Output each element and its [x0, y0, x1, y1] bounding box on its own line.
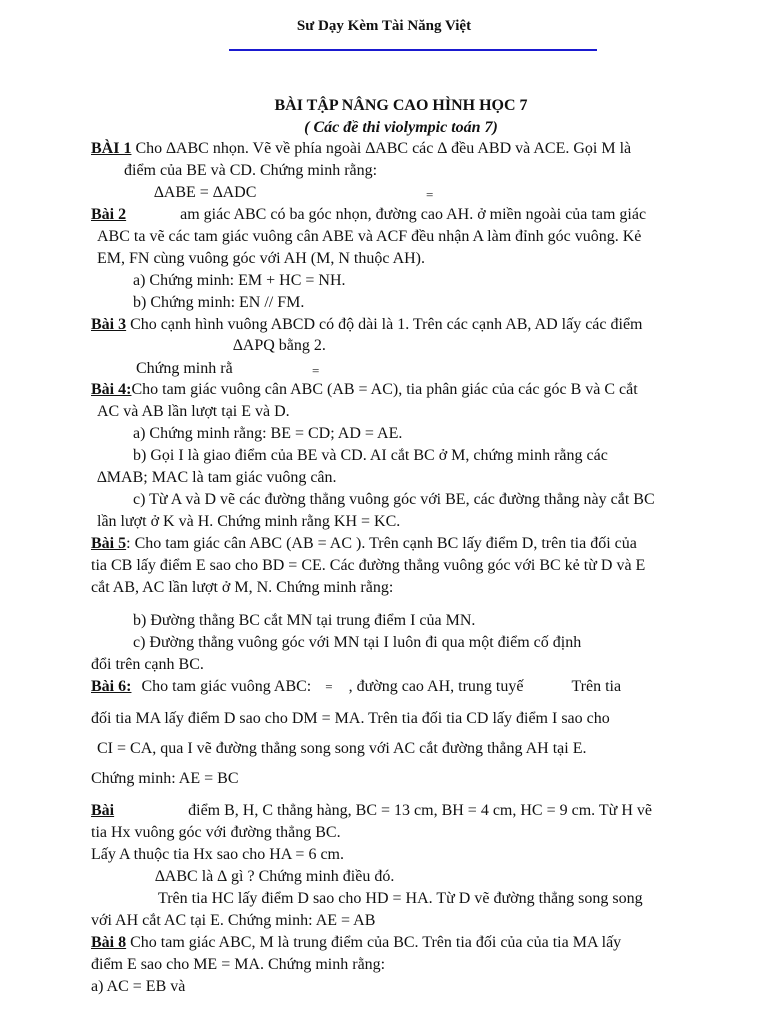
problem-4-part-b-2: ∆MAB; MAC là tam giác vuông cân. [97, 469, 337, 486]
problem-2-line-3: EM, FN cùng vuông góc với AH (M, N thuộc AH). [97, 250, 425, 267]
problem-5-part-c-1: c) Đường thẳng vuông góc với MN tại I luôn đi qua một điểm cố định [133, 634, 582, 651]
problem-2-part-b: b) Chứng minh: EN // FM. [133, 294, 305, 311]
problem-6-line-4: Chứng minh: AE = BC [91, 770, 239, 787]
problem-7-line-5: Trên tia HC lấy điểm D sao cho HD = HA. Từ D vẽ đường thẳng song song [158, 890, 643, 907]
problem-6-line-1 [91, 677, 621, 697]
problem-6-line-3: CI = CA, qua I vẽ đường thẳng song song với AC cắt đường thẳng AH tại E. [97, 740, 587, 757]
problem-2-part-a: a) Chứng minh: EM + HC = NH. [133, 272, 346, 289]
problem-8-text-1: Cho tam giác ABC, M là trung điểm của BC. Trên tia đối của của tia MA lấy [126, 934, 622, 951]
document-title: BÀI TẬP NÂNG CAO HÌNH HỌC 7 [274, 97, 528, 114]
problem-1-label: BÀI 1 [91, 140, 132, 157]
problem-4-label: Bài 4: [91, 381, 132, 398]
problem-8-line-3: a) AC = EB và [91, 978, 186, 995]
problem-2-label: Bài 2 [91, 206, 127, 223]
problem-2-line-2: ABC ta vẽ các tam giác vuông cân ABE và ACF đều nhận A làm đỉnh góc vuông. Kẻ [97, 228, 642, 245]
problem-7-line-4: ∆ABC là ∆ gì ? Chứng minh điều đó. [155, 868, 395, 885]
problem-3-line-1 [91, 315, 642, 335]
problem-6-text-1c: , đường cao AH, trung tuyế [348, 678, 524, 695]
problem-1-line-3: ∆ABE = ∆ADC [154, 184, 257, 201]
problem-7-line-2: tia Hx vuông góc với đường thẳng BC. [91, 824, 341, 841]
problem-6-equals: = [325, 679, 333, 694]
problem-6-text-1d: Trên tia [571, 678, 622, 695]
problem-3-equals: = [312, 363, 320, 378]
problem-5-part-c-2: đổi trên cạnh BC. [91, 656, 204, 673]
problem-3-line-2: ∆APQ bằng 2. [233, 337, 326, 354]
problem-7-label: Bài [91, 802, 115, 819]
problem-8-line-2: điểm E sao cho ME = MA. Chứng minh rằng: [91, 956, 386, 973]
problem-4-part-c-2: lần lượt ở K và H. Chứng minh rằng KH = KC. [97, 513, 401, 530]
problem-4-line-1 [91, 380, 638, 400]
problem-5-line-1 [91, 534, 637, 554]
problem-4-line-2: AC và AB lần lượt tại E và D. [97, 403, 290, 420]
problem-7-line-3: Lấy A thuộc tia Hx sao cho HA = 6 cm. [91, 846, 344, 863]
problem-1-equals: = [426, 187, 434, 202]
problem-2-text-1: am giác ABC có ba góc nhọn, đường cao AH. ở miền ngoài của tam giác [180, 206, 647, 223]
header-rule [229, 49, 597, 51]
problem-3-label: Bài 3 [91, 316, 127, 333]
problem-5-part-b: b) Đường thẳng BC cắt MN tại trung điểm I của MN. [133, 612, 476, 629]
problem-6-label: Bài 6: [91, 678, 132, 695]
problem-5-line-3: cắt AB, AC lần lượt ở M, N. Chứng minh rằng: [91, 579, 394, 596]
problem-4-part-a: a) Chứng minh rằng: BE = CD; AD = AE. [133, 425, 403, 442]
problem-4-text-1: Cho tam giác vuông cân ABC (AB = AC), tia phân giác của các góc B và C cắt [131, 381, 638, 398]
problem-7-line-1 [91, 801, 652, 821]
problem-4-part-c-1: c) Từ A và D vẽ các đường thẳng vuông góc với BE, các đường thẳng này cắt BC [133, 491, 655, 508]
problem-7-line-6: với AH cắt AC tại E. Chứng minh: AE = AB [91, 912, 376, 929]
document-subtitle: ( Các đề thi violympic toán 7) [304, 119, 498, 136]
problem-1-text-1: Cho ∆ABC nhọn. Vẽ về phía ngoài ∆ABC các ∆ đều ABD và ACE. Gọi M là [131, 140, 632, 157]
problem-5-line-2: tia CB lấy điểm E sao cho BD = CE. Các đường thẳng vuông góc với BC kẻ từ D và E [91, 557, 646, 574]
problem-2-line-1 [91, 205, 646, 225]
problem-8-line-1 [91, 933, 621, 953]
page-header: Sư Dạy Kèm Tài Năng Việt [296, 18, 472, 34]
problem-6-line-2: đối tia MA lấy điểm D sao cho DM = MA. Trên tia đối tia CD lấy điểm I sao cho [91, 710, 610, 727]
problem-1-line-1 [91, 139, 631, 159]
problem-1-line-2: điểm của BE và CD. Chứng minh rằng: [124, 162, 378, 179]
problem-7-text-1: điểm B, H, C thẳng hàng, BC = 13 cm, BH = 4 cm, HC = 9 cm. Từ H vẽ [188, 802, 652, 819]
problem-5-label: Bài 5 [91, 535, 127, 552]
problem-8-label: Bài 8 [91, 934, 127, 951]
problem-3-line-3: Chứng minh rằ [136, 360, 233, 377]
problem-6-text-1a: Cho tam giác vuông ABC: [141, 678, 312, 695]
problem-5-text-1: : Cho tam giác cân ABC (AB = AC ). Trên cạnh BC lấy điểm D, trên tia đối của [126, 535, 637, 552]
problem-3-text-1: Cho cạnh hình vuông ABCD có độ dài là 1. Trên các cạnh AB, AD lấy các điểm [126, 316, 643, 333]
problem-4-part-b-1: b) Gọi I là giao điểm của BE và CD. AI cắt BC ở M, chứng minh rằng các [133, 447, 608, 464]
